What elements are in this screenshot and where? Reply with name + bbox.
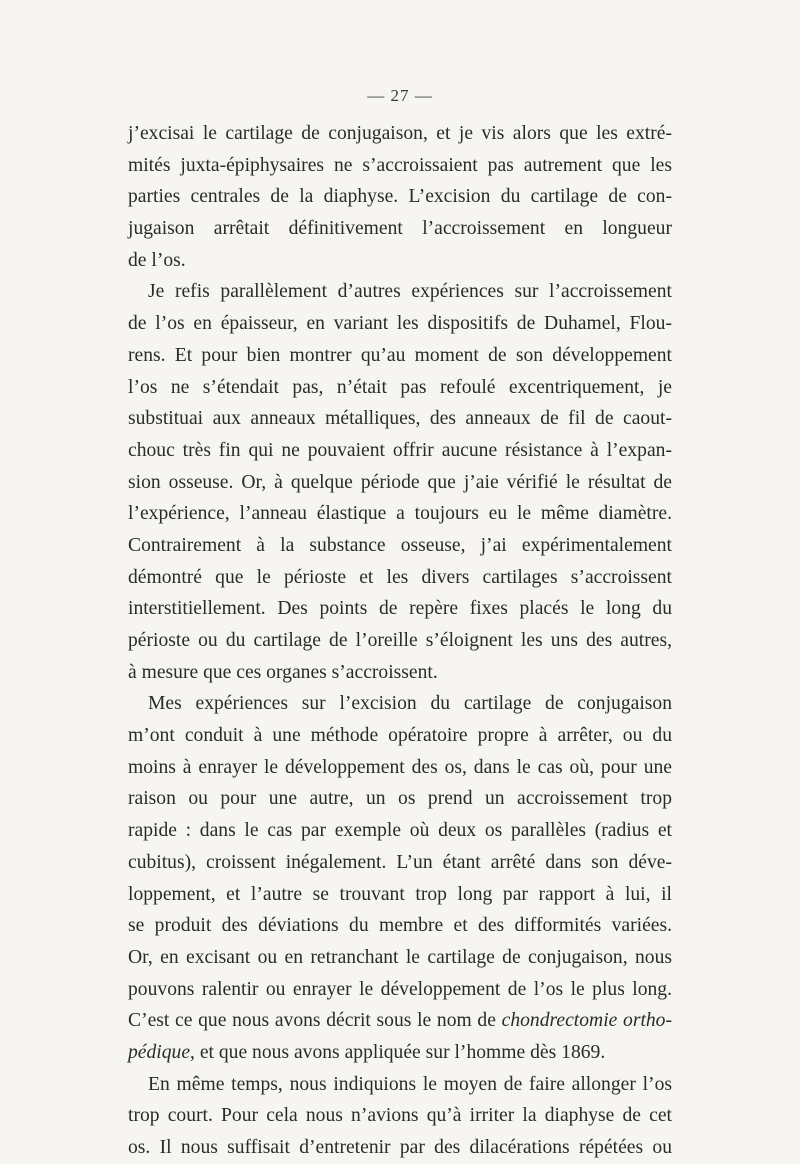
text-segment: C’est ce que nous avons décrit sous le nom de — [128, 1010, 502, 1032]
text-line: sion osseuse. Or, à quelque période que j’aie vérifié le résultat de — [128, 471, 672, 493]
italic-term: pédique — [128, 1041, 191, 1063]
text-line: chouc très fin qui ne pouvaient offrir aucune résistance à l’expan- — [128, 439, 672, 461]
text-segment: , et que nous avons appliquée sur l’homme dès 1869. — [190, 1041, 606, 1063]
text-line: mités juxta-épiphysaires ne s’accroissaient pas autrement que les — [128, 154, 672, 176]
text-line — [128, 1005, 672, 1037]
body-text — [128, 118, 672, 1164]
text-line — [128, 1037, 672, 1069]
italic-term: chondrectomie ortho- — [501, 1010, 673, 1032]
text-line: Je refis parallèlement d’autres expériences sur l’accroissement — [148, 281, 672, 303]
text-line: Or, en excisant ou en retranchant le cartilage de conjugaison, nous — [128, 946, 672, 968]
text-line: Contrairement à la substance osseuse, j’ai expérimentalement — [128, 534, 672, 556]
text-line: trop court. Pour cela nous n’avions qu’à irriter la diaphyse de cet — [128, 1105, 672, 1127]
text-line: En même temps, nous indiquions le moyen de faire allonger l’os — [148, 1073, 672, 1095]
text-line: substituai aux anneaux métalliques, des anneaux de fil de caout- — [128, 408, 672, 430]
text-line: raison ou pour une autre, un os prend un accroissement trop — [128, 788, 672, 810]
text-line: périoste ou du cartilage de l’oreille s’éloignent les uns des autres, — [128, 630, 672, 651]
text-line: l’expérience, l’anneau élastique a toujours eu le même diamètre. — [128, 503, 672, 525]
text-line: pouvons ralentir ou enrayer le développement de l’os le plus long. — [128, 978, 672, 1000]
text-line: Mes expériences sur l’excision du cartilage de conjugaison — [148, 693, 672, 715]
text-line: moins à enrayer le développement des os, dans le cas où, pour une — [128, 756, 672, 778]
text-line: de l’os. — [128, 249, 186, 271]
text-line: démontré que le périoste et les divers cartilages s’accroissent — [128, 566, 672, 588]
page-number: — 27 — — [367, 86, 433, 105]
text-line: de l’os en épaisseur, en variant les dispositifs de Duhamel, Flou- — [128, 313, 672, 335]
text-line: interstitiellement. Des points de repère fixes placés le long du — [128, 598, 672, 620]
text-line: jugaison arrêtait définitivement l’accroissement en longueur — [128, 218, 672, 240]
text-line: j’excisai le cartilage de conjugaison, et je vis alors que les extré- — [128, 123, 672, 144]
text-line: rens. Et pour bien montrer qu’au moment de son développement — [128, 344, 672, 366]
text-line: cubitus), croissent inégalement. L’un étant arrêté dans son déve- — [128, 851, 672, 873]
text-line: os. Il nous suffisait d’entretenir par des dilacérations répétées ou — [128, 1137, 672, 1158]
text-line: l’os ne s’étendait pas, n’était pas refoulé excentriquement, je — [128, 376, 672, 398]
text-line: se produit des déviations du membre et des difformités variées. — [128, 915, 672, 937]
text-line: loppement, et l’autre se trouvant trop long par rapport à lui, il — [128, 883, 672, 905]
text-line: à mesure que ces organes s’accroissent. — [128, 661, 438, 683]
text-line: m’ont conduit à une méthode opératoire propre à arrêter, ou du — [128, 725, 672, 747]
text-line: rapide : dans le cas par exemple où deux os parallèles (radius et — [128, 820, 672, 842]
text-line: parties centrales de la diaphyse. L’excision du cartilage de con- — [128, 186, 672, 208]
